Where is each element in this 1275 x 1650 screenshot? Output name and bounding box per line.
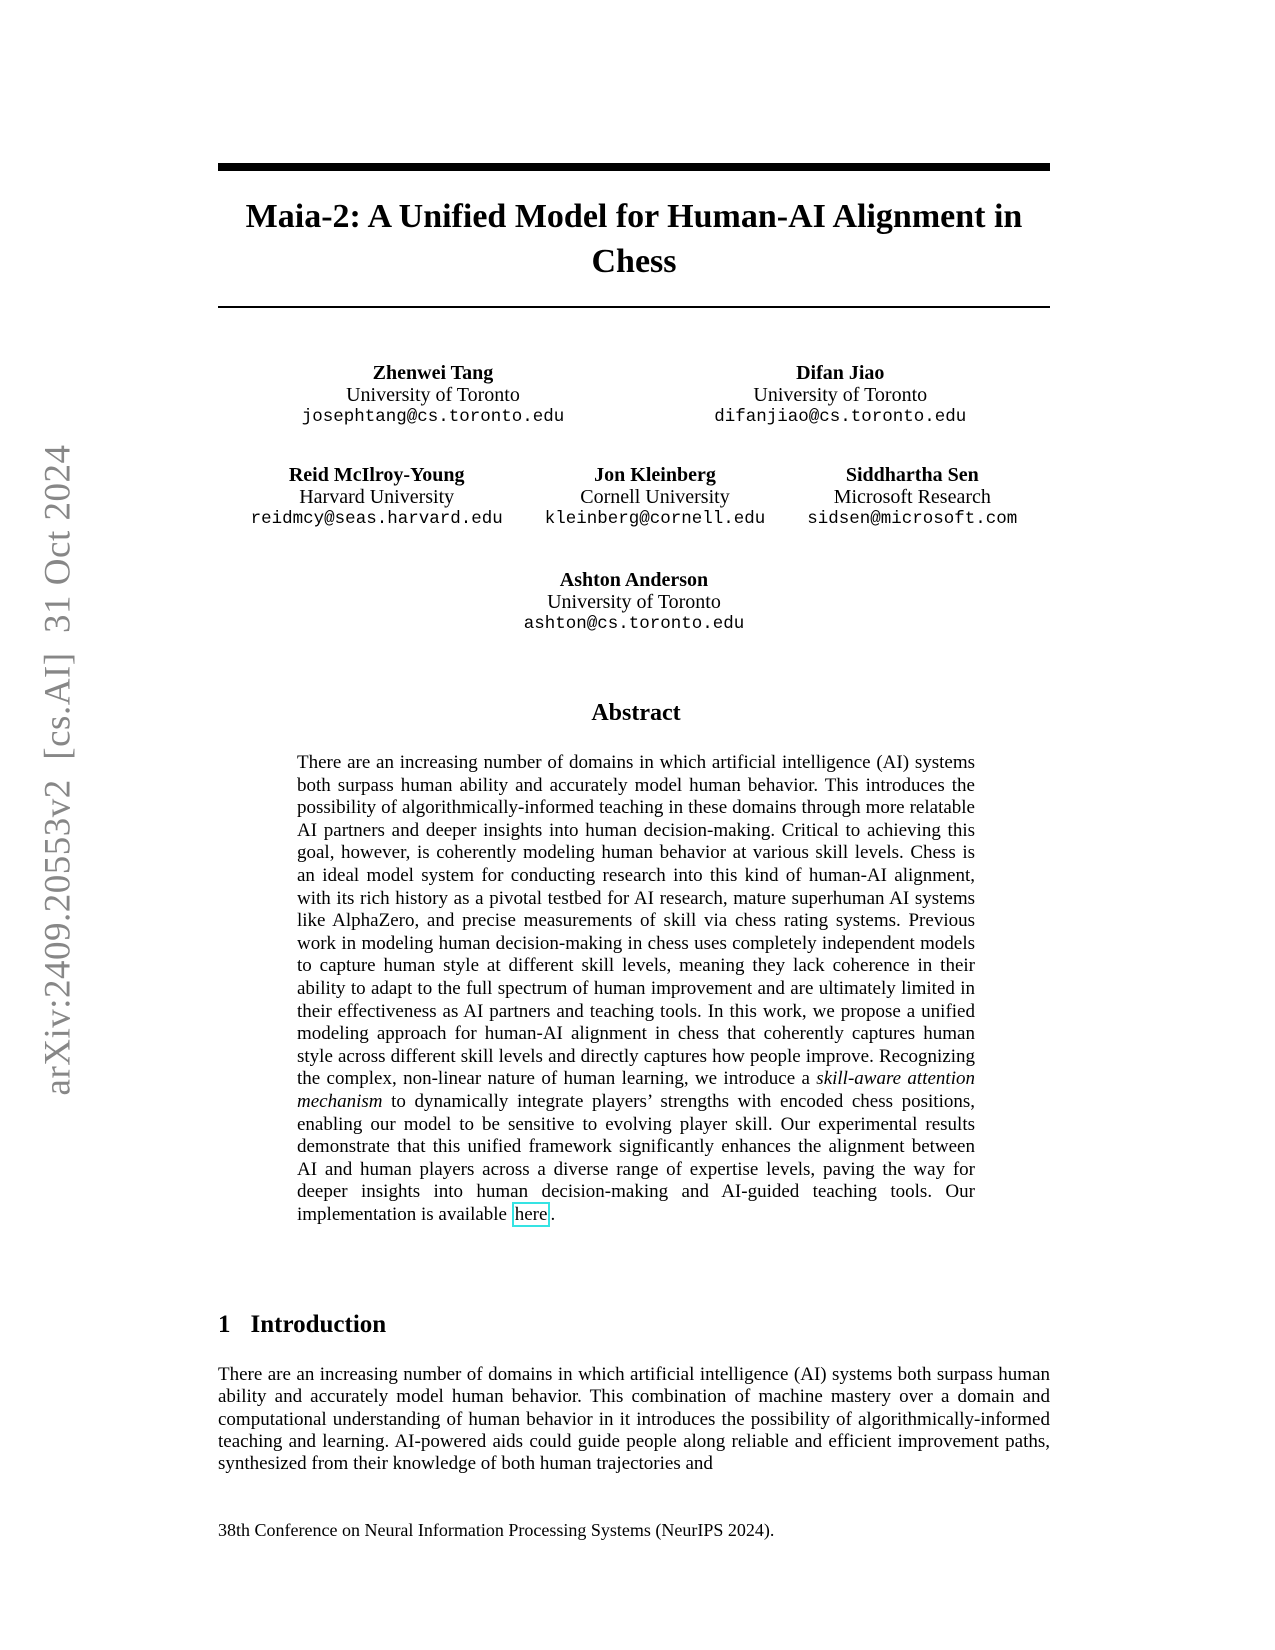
author-siddhartha-sen	[807, 464, 1017, 531]
author-name: Difan Jiao	[796, 362, 885, 384]
author-email: sidsen@microsoft.com	[807, 509, 1018, 529]
author-email: josephtang@cs.toronto.edu	[301, 407, 565, 427]
abstract-text	[297, 752, 975, 1226]
arxiv-watermark: arXiv:2409.20553v2 [cs.AI] 31 Oct 2024	[37, 444, 79, 1096]
author-affiliation: University of Toronto	[346, 384, 520, 406]
introduction-paragraph: There are an increasing number of domains in which artificial intelligence (AI) systems both surpass human ability and accurately model human behavior. This combination of machine mastery over a domain and computational understanding of human behavior in it introduces the possibility of algorithmically-informed teaching and learning. AI-powered aids could guide people along reliable and efficient improvement paths, synthesized from their knowledge of both human trajectories and	[218, 1364, 1050, 1475]
author-affiliation: University of Toronto	[547, 591, 721, 613]
author-name: Zhenwei Tang	[372, 362, 494, 384]
author-row-3	[218, 569, 1050, 636]
implementation-link[interactable]: here	[512, 1202, 551, 1227]
author-email: kleinberg@cornell.edu	[544, 509, 766, 529]
author-row-2	[218, 464, 1050, 531]
abstract-text-part2: to dynamically integrate players’ strengths with encoded chess positions, enabling our model to be sensitive to evolving player skill. Our experimental results demonstrate that this unified framework significantly enhances the alignment between AI and human players across a diverse range of expertise levels, paving the way for deeper insights into human decision-making and AI-guided teaching tools. Our implementation is available	[297, 1090, 975, 1225]
author-ashton-anderson	[524, 569, 745, 636]
author-jon-kleinberg	[545, 464, 766, 531]
author-affiliation: Harvard University	[299, 486, 455, 508]
author-affiliation: Microsoft Research	[833, 486, 991, 508]
author-email: difanjiao@cs.toronto.edu	[714, 407, 967, 427]
abstract-text-part1: There are an increasing number of domains in which artificial intelligence (AI) systems both surpass human ability and accurately model human behavior. This introduces the possibility of algorithmically-informed teaching in these domains through more relatable AI partners and deeper insights into human decision-making. Critical to achieving this goal, however, is coherently modeling human behavior at various skill levels. Chess is an ideal model system for conducting research into this kind of human-AI alignment, with its rich history as a pivotal testbed for AI research, mature superhuman AI systems like AlphaZero, and precise measurements of skill via chess rating systems. Previous work in modeling human decision-making in chess uses completely independent models to capture human style at different skill levels, meaning they lack coherence in their ability to adapt to the full spectrum of human improvement and are ultimately limited in their effectiveness as AI partners and teaching tools. In this work, we propose a unified modeling approach for human-AI alignment in chess that coherently captures human style across different skill levels and directly captures how people improve. Recognizing the complex, non-linear nature of human learning, we introduce a	[297, 752, 975, 1090]
section-title: Introduction	[250, 1311, 387, 1338]
abstract-italic-phrase: skill-aware attention mechanism	[297, 1068, 975, 1112]
abstract-text-end: .	[550, 1203, 556, 1225]
section-heading-introduction	[218, 1311, 386, 1339]
author-affiliation: University of Toronto	[753, 384, 928, 406]
paper-title	[218, 194, 1050, 284]
title-rule-bottom	[218, 306, 1050, 308]
author-reid-mcilroy-young	[251, 464, 503, 531]
author-block	[218, 362, 1050, 636]
conference-footnote: 38th Conference on Neural Information Processing Systems (NeurIPS 2024).	[218, 1520, 775, 1540]
author-name: Reid McIlroy-Young	[288, 464, 465, 486]
abstract-heading: Abstract	[591, 700, 681, 726]
author-email: reidmcy@seas.harvard.edu	[250, 509, 503, 529]
author-email: ashton@cs.toronto.edu	[523, 614, 745, 634]
author-name: Siddhartha Sen	[845, 464, 979, 486]
author-name: Jon Kleinberg	[594, 464, 716, 486]
section-number: 1	[218, 1311, 231, 1338]
author-affiliation: Cornell University	[580, 486, 730, 508]
author-zhenwei-tang	[302, 362, 565, 429]
paper-title-line1: Maia-2: A Unified Model for Human-AI Alignment in	[245, 198, 1023, 235]
author-name: Ashton Anderson	[559, 569, 709, 591]
author-row-1	[218, 362, 1050, 429]
title-rule-top	[218, 163, 1050, 171]
paper-title-line2: Chess	[591, 243, 677, 280]
author-difan-jiao	[714, 362, 966, 429]
